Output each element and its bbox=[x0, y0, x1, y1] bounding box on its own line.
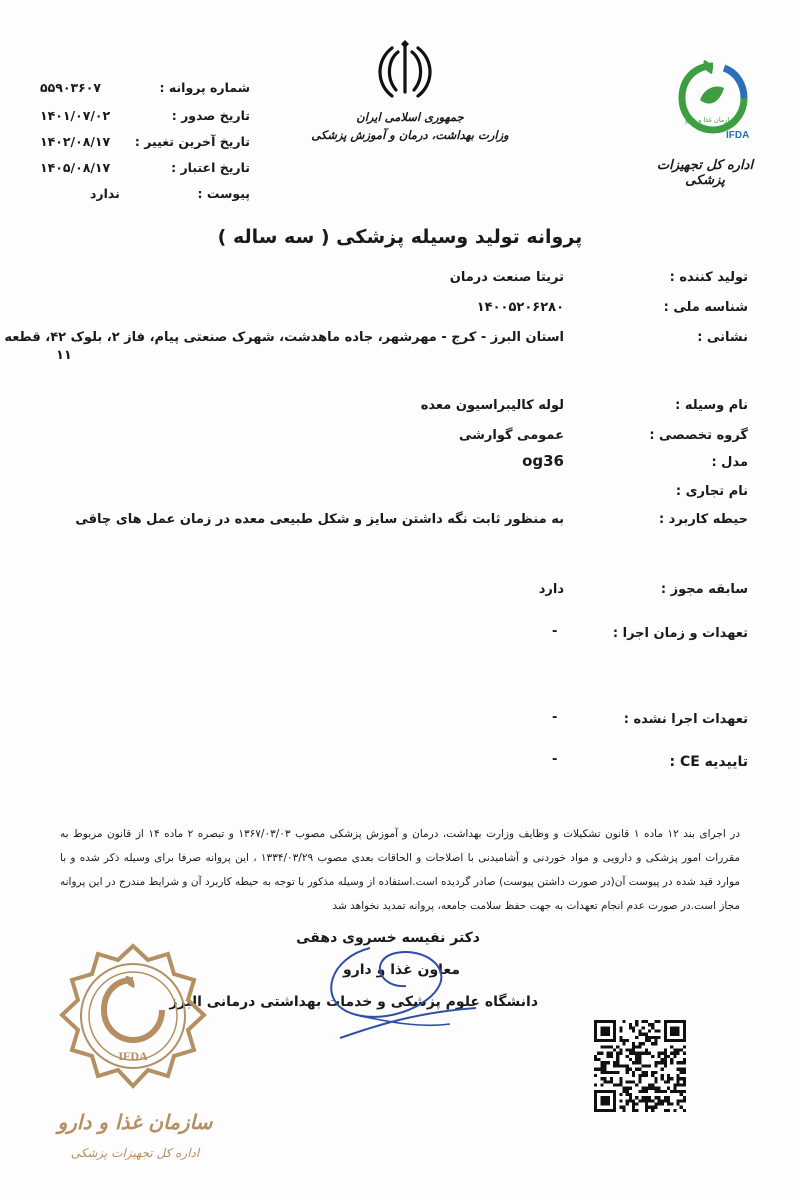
page-title: پروانه تولید وسیله پزشکی ( سه ساله ) bbox=[217, 226, 583, 248]
issue-date-value: ۱۴۰۱/۰۷/۰۲ bbox=[40, 108, 111, 123]
commitments-label: تعهدات و زمان اجرا : bbox=[612, 626, 748, 641]
model-label: مدل : bbox=[711, 455, 748, 470]
ministry-line2: وزارت بهداشت، درمان و آموزش پزشکی bbox=[311, 128, 509, 142]
last-change-value: ۱۴۰۲/۰۸/۱۷ bbox=[40, 134, 111, 149]
issue-date-label: تاریخ صدور : bbox=[171, 108, 250, 123]
last-change-row bbox=[40, 134, 250, 156]
attachment-label: پیوست : bbox=[197, 186, 250, 201]
last-change-label: تاریخ آخرین تغییر : bbox=[134, 134, 250, 149]
ifda-seal-icon bbox=[48, 940, 218, 1110]
issue-date-row bbox=[40, 108, 250, 130]
trade-name-label: نام تجاری : bbox=[675, 484, 748, 499]
usage-label: حیطه کاربرد : bbox=[658, 512, 748, 527]
address-line1: استان البرز - کرج - مهرشهر، جاده ماهدشت، شهرک صنعتی پیام، فاز ۲، بلوک ۴۲، قطعه bbox=[4, 330, 564, 345]
validity-row bbox=[40, 160, 250, 182]
national-id-label: شناسه ملی : bbox=[663, 300, 748, 315]
license-history-value: دارد bbox=[538, 582, 564, 597]
producer-label: تولید کننده : bbox=[669, 270, 748, 285]
device-name-label: نام وسیله : bbox=[675, 398, 748, 413]
signer-name: دکتر نفیسه خسروی دهقی bbox=[296, 930, 480, 946]
ifda-logo-caption: سازمان غذا و دارو bbox=[685, 116, 735, 124]
ministry-block bbox=[300, 108, 520, 144]
license-number-label: شماره پروانه : bbox=[159, 80, 250, 95]
validity-label: تاریخ اعتبار : bbox=[171, 160, 250, 175]
address-label: نشانی : bbox=[697, 330, 748, 345]
attachment-value: ندارد bbox=[90, 186, 120, 201]
national-id-value: ۱۴۰۰۵۲۰۶۲۸۰ bbox=[476, 300, 564, 315]
handwritten-signature bbox=[300, 928, 490, 1048]
signer-university: دانشگاه علوم پزشکی و خدمات بهداشتی درمانی البرز bbox=[169, 994, 538, 1010]
license-number-value: ۵۵۹۰۳۶۰۷ bbox=[40, 80, 102, 95]
license-history-label: سابقه مجوز : bbox=[660, 582, 748, 597]
ifda-department: اداره کل تجهیزات پزشکی bbox=[656, 158, 754, 188]
attachment-row bbox=[40, 186, 250, 208]
validity-value: ۱۴۰۵/۰۸/۱۷ bbox=[40, 160, 111, 175]
license-number-row bbox=[40, 80, 250, 102]
unfulfilled-value: - bbox=[552, 710, 558, 725]
model-value: og36 bbox=[522, 452, 564, 470]
address-line2: ۱۱ bbox=[56, 348, 72, 363]
usage-value: به منظور ثابت نگه داشتن سایز و شکل طبیعی معده در زمان عمل های چاقی bbox=[75, 512, 564, 527]
ministry-line1: جمهوری اسلامی ایران bbox=[356, 110, 464, 124]
ce-label: تاییدیه CE : bbox=[669, 754, 748, 770]
specialty-value: عمومی گوارشی bbox=[458, 428, 564, 443]
producer-value: تریتا صنعت درمان bbox=[449, 270, 564, 285]
legal-paragraph: در اجرای بند ۱۲ ماده ۱ قانون تشکیلات و وظایف وزارت بهداشت، درمان و آموزش پزشکی مصوب ۱۳۶۷/۰۳/۰۳ و تبصره ۲ ماده ۱۴ از قانون مربوط به مقررات امور پزشکی و دارویی و مواد خوردنی و آشامیدنی با اصلاحات و الحاقات بعدی مصوب ۱۳۳۴/۰۳/۲۹ ، این پروانه صرفا برای وسیله ذکر شده و با موارد قید شده در پیوست آن(در صورت داشتن پیوست) صادر گردیده است.استفاده از وسیله مذکور با توجه به حیطه کاربرد آن و شرایط مندرج در این پروانه مجاز است.در صورت عدم انجام تعهدات به جهت حفظ سلامت جامعه، پروانه تمدید نخواهد شد bbox=[60, 828, 740, 912]
qr-code-icon bbox=[594, 1020, 686, 1112]
device-name-value: لوله کالیبراسیون معده bbox=[420, 398, 564, 413]
commitments-value: - bbox=[552, 624, 558, 639]
seal-mark: IFDA bbox=[118, 1049, 148, 1063]
ce-value: - bbox=[552, 752, 558, 767]
specialty-label: گروه تخصصی : bbox=[649, 428, 748, 443]
unfulfilled-label: تعهدات اجرا نشده : bbox=[623, 712, 748, 727]
ifda-logo-icon bbox=[670, 58, 756, 142]
iran-emblem-icon bbox=[370, 38, 440, 108]
signer-position: معاون غذا و دارو bbox=[343, 962, 460, 978]
seal-line1: سازمان غذا و دارو bbox=[57, 1110, 213, 1134]
seal-line2: اداره کل تجهیزات پزشکی bbox=[70, 1146, 200, 1160]
ifda-logo-mark: IFDA bbox=[726, 130, 750, 141]
